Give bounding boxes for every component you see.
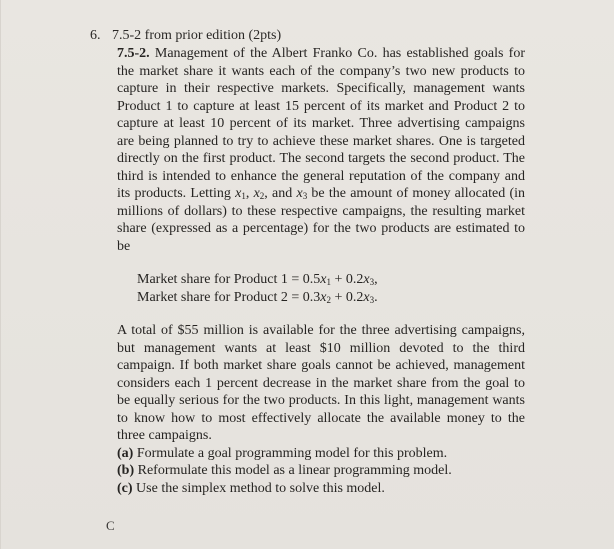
problem-text-c: be the amount of money allocated (in millions of dollars) to these respective campaigns, the resulting market share (expressed as a percentage) for the two products are estimated to be (117, 186, 525, 254)
equation-product-1: Market share for Product $1 = 0.5x_1 + 0.2x_3$, (137, 272, 378, 287)
part-c: (c) Use the simplex method to solve this model. (117, 480, 385, 496)
margin-marker-c: C (106, 518, 115, 533)
problem-id: 7.5-2. (117, 46, 150, 61)
problem-parts (117, 445, 525, 498)
equation-block (137, 271, 525, 306)
problem-text-a: Management of the Albert Franko Co. has established goals for the market share it wants each of the company’s two new products to capture in their respective markets. Specifically, management wants Product 1 to capture at least 15 percent of its market and Product 2 to capture at least 10 percent of its market. Three advertising campaigns are being planned to try to achieve these market shares. One is targeted directly on the first product. The second targets the second product. The third is intended to enhance the general reputation of the company and its products. Letting (117, 46, 525, 201)
part-a: (a) Formulate a goal programming model for this problem. (117, 445, 448, 461)
var-x1: x (235, 186, 242, 201)
question-heading (90, 27, 281, 44)
var-x2: x (253, 186, 260, 201)
problem-body (117, 45, 525, 497)
var-x3: x (296, 186, 303, 201)
question-title: 7.5-2 from prior edition (2pts) (112, 28, 282, 43)
question-number: 6. (90, 28, 101, 43)
problem-text-b: , and (264, 186, 297, 201)
problem-paragraph-1: 7.5-2. Management of the Albert Franko Co. has established goals for the market share it wants each of the company’s two new products to capture in their respective markets. Specifically, management wants Product 1 to capture at least 15 percent of its market and Product 2 to capture at least 10 percent of its market. Three advertising campaigns are being planned to try to achieve these market shares. One is targeted directly on the first product. The second targets the second product. The third is intended to enhance the general reputation of the company and its products. Letting $x_1$, $x_2$, and $x_3$ be the amount of money allocated (in millions of dollars) to these respective campaigns, the resulting market share (expressed as a percentage) for the two products are estimated to be (117, 46, 525, 254)
page-edge (0, 0, 1, 549)
equation-product-2: Market share for Product $2 = 0.3x_2 + 0.2x_3$. (137, 289, 378, 305)
problem-paragraph-2: A total of $55 million is available for the three advertising campaigns, but management wants at least $10 million devoted to the third campaign. If both market share goals cannot be achieved, management considers each 1 percent decrease in the market share from the goal to be equally serious for the two products. In this light, management wants to know how to most effectively allocate the available money to the three campaigns. (117, 323, 525, 443)
part-b: (b) Reformulate this model as a linear programming model. (117, 463, 452, 478)
